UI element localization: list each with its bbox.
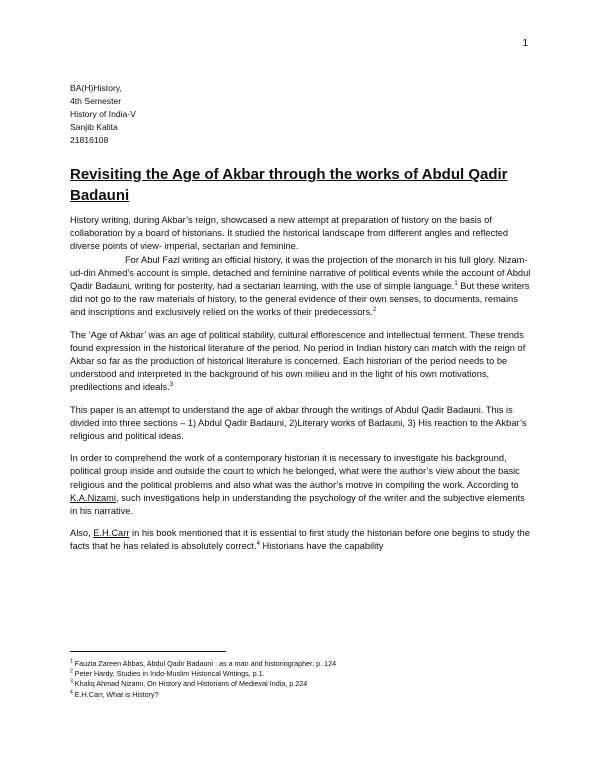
footnote-3-text: Khaliq Ahmad Nizami, On History and Historians of Medieval India, p.224 [74, 679, 308, 689]
document-title: Revisiting the Age of Akbar through the works of Abdul Qadir Badauni [70, 166, 508, 204]
nizami-link[interactable]: K.A.Nizami [70, 492, 116, 503]
footnote-divider [70, 651, 226, 652]
footnote-1-text: Fauzia Zareen Abbas, Abdul Qadir Badauni : as a man and historiographer, p. 124 [74, 659, 337, 668]
author-name: Sanjib Kalita [70, 122, 118, 132]
page-number: 1 [522, 38, 528, 49]
paragraph-age-of-akbar-text: The ‘Age of Akbar’ was an age of political stability, cultural efflorescence and intellectual ferment. These trends found expression in the historical literature of the period. No period in Indian history can match with the reign of Akbar so far as the production of historical literature is concerned. Each historian of the period needs to be understood and interpreted in the background of his own milieu and in the light of his own motivations, predilections and ideals. [70, 329, 526, 393]
footnotes [70, 659, 336, 700]
paragraph-method [70, 452, 532, 518]
paragraph-age-of-akbar [70, 329, 532, 395]
footnote-number-2: 2 [70, 668, 73, 675]
paragraph-historians-text-b: But these writers did not go to the raw materials of history, to the general evidence of their own senses, to documents, remains and inscriptions and exclusively relied on the works of their predecessors. [70, 281, 530, 318]
roll-number: 21816108 [70, 135, 109, 145]
footnote-number-3: 3 [70, 679, 73, 686]
footnote-ref-4[interactable]: 4 [256, 541, 260, 548]
course-line: BA(H)History, [70, 83, 122, 93]
footnote-4 [70, 690, 336, 700]
footnote-1 [70, 659, 336, 669]
footnote-ref-1[interactable]: 1 [454, 280, 458, 287]
footnote-2 [70, 669, 336, 679]
paragraph-historians [70, 254, 532, 320]
paragraph-paper-outline: This paper is an attempt to understand the age of akbar through the writings of Abdul Qadir Badauni. This is divided into three sections – 1) Abdul Qadir Badauni, 2)Literary works of Badauni, 3) His reaction to the Akbar’s religious and political ideas. [70, 404, 527, 442]
paragraph-carr-text-a: Also, [70, 528, 94, 539]
paper-line: History of India-V [70, 109, 136, 119]
footnote-ref-3[interactable]: 3 [169, 382, 174, 389]
paragraph-carr [70, 527, 532, 553]
footnote-ref-2[interactable]: 2 [372, 307, 377, 314]
paragraph-intro: History writing, during Akbar’s reign, showcased a new attempt at preparation of history on the basis of collaboration by a board of historians. It studied the historical landscape from different angles and reflected diverse points of view- imperial, sectarian and feminine. [70, 215, 509, 252]
paragraph-method-text-a: In order to comprehend the work of a contemporary historian it is necessary to investigate his background, political group inside and outside the court to which he belonged, what were the author’s view about the basic religious and the political problems and also what was the author’s motive in compiling the work. According to [70, 453, 520, 490]
footnote-number-1: 1 [70, 658, 73, 665]
footnote-4-text: E.H.Carr, What is History? [74, 689, 159, 699]
paragraph-carr-text-b: in his book mentioned that it is essential to first study the historian before one begins to study the facts that he has related is absolutely correct. [70, 528, 530, 552]
semester-line: 4th Semester [70, 96, 122, 106]
document-body [70, 214, 532, 563]
footnote-number-4: 4 [70, 689, 73, 696]
author-info-block [70, 82, 136, 147]
footnote-2-text: Peter Hardy, Studies in Indo-Muslim Historical Writings, p.1. [74, 669, 265, 679]
paragraph-carr-text-c: Historians have the capability [259, 541, 384, 552]
paragraph-historians-text-a: For Abul Fazl writing an official history, it was the projection of the monarch in his full glory. Nizam-ud-din Ahmed’s account is simple, detached and feminine narrative of political events while the account of Abdul Qadir Badauni, writing for posterity, had a sectarian learning, with the use of simple language. [70, 254, 531, 292]
paragraph-method-text-b: , such investigations help in understanding the psychology of the writer and the subjective elements in his narrative. [70, 492, 525, 517]
carr-link[interactable]: E.H.Carr [93, 528, 130, 539]
footnote-3 [70, 679, 336, 689]
